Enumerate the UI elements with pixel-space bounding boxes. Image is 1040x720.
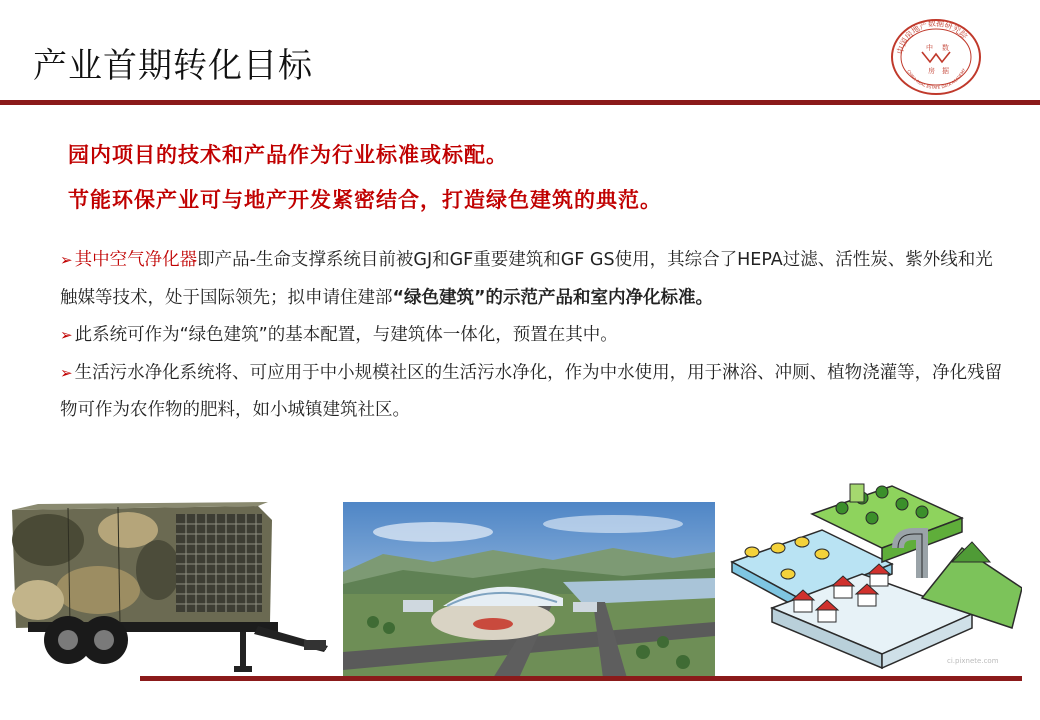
paragraph-3-text: 生活污水净化系统将、可应用于中小规模社区的生活污水净化，作为中水使用，用于淋浴、冲厕、植物浇灌等，净化残留物可作为农作物的肥料，如小城镇建筑社区。 [60,362,1003,420]
institute-logo [890,18,982,96]
slide-title: 产业首期转化目标 [33,46,313,86]
bottom-divider [140,676,1022,681]
bullet-arrow-icon: ➢ [60,251,73,269]
paragraph-sewage [60,355,1005,430]
aerial-rendering-image [343,502,715,678]
svg-text:CHINA REAL ESTATE DATA ACADEMY [906,67,966,90]
paragraph-1-bold: “绿色建筑”的示范产品和室内净化标准。 [392,287,714,308]
paragraph-air-purifier [60,242,1005,317]
bullet-arrow-icon: ➢ [60,326,73,344]
watermark-text: ci.pixnete.com [947,657,999,665]
logo-char-1: 中 [926,44,933,52]
bullet-arrow-icon: ➢ [60,363,73,382]
paragraph-1-text: 即产品-生命支撑系统目前被GJ和GF重要建筑和GF GS使用，其综合了HEPA过滤、活性炭、紫外线和光触媒等技术，处于国际领先；拟申请住建部 [60,250,993,308]
logo-bottom-text: CHINA REAL ESTATE DATA ACADEMY [906,67,967,90]
logo-char-4: 据 [942,67,949,75]
trailer-purifier-image [8,500,338,680]
body-text [60,242,1005,430]
title-divider [0,100,1040,105]
highlight-air-purifier: 其中空气净化器 [74,250,198,270]
ecosystem-diagram-image [722,478,1022,678]
headline-1: 园内项目的技术和产品作为行业标准或标配。 [68,143,508,167]
paragraph-green-building [60,317,1005,355]
logo-char-3: 房 [928,67,935,75]
logo-arc-text: 中国房地产数据研究院 [895,18,969,56]
logo-char-2: 数 [942,44,949,52]
headline-2: 节能环保产业可与地产开发紧密结合，打造绿色建筑的典范。 [68,188,662,212]
paragraph-2-text: 此系统可作为“绿色建筑”的基本配置，与建筑体一体化，预置在其中。 [74,325,618,345]
